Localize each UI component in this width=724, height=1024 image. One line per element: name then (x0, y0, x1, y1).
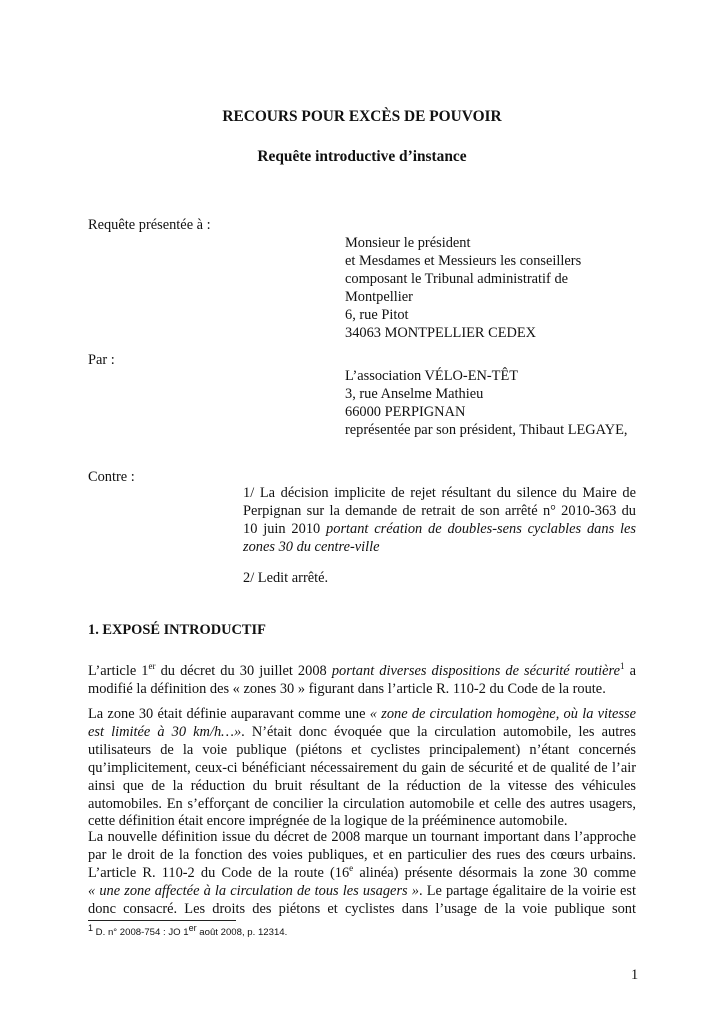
paragraph-3 (88, 829, 636, 919)
recipient-line: 6, rue Pitot (345, 307, 409, 323)
recipient-line: 34063 MONTPELLIER CEDEX (345, 325, 537, 341)
paragraph-line: utilisateurs de la voie publique (piétons et cyclistes principalement) n’étant concernés (88, 741, 636, 758)
paragraph-line: L’article R. 110-2 du Code de la route (16e alinéa) présente désormais la zone 30 comme (88, 863, 636, 881)
paragraph-line: donc consacré. Les droits des piétons et cyclistes dans l’usage de la voie publique sont (88, 900, 636, 917)
sender-line: représentée par son président, Thibaut LEGAYE, (345, 422, 628, 438)
paragraph-line: automobiles. En s’efforçant de concilier la circulation automobile et celle des autres usagers, (88, 795, 636, 812)
paragraph-line: La zone 30 était définie auparavant comme une « zone de circulation homogène, où la vitesse (88, 706, 637, 722)
footnote-separator (88, 920, 236, 921)
against-line: Perpignan sur la demande de retrait de son arrêté n° 2010-363 du (243, 502, 636, 519)
sender-line: L’association VÉLO-EN-TÊT (345, 368, 519, 384)
recipient-address (345, 234, 581, 342)
footnote-ref: 1 (620, 661, 625, 672)
paragraph-line: L’article 1er du décret du 30 juillet 2008 portant diverses dispositions de sécurité routière$^1$ a (88, 661, 636, 679)
recipient-line: et Mesdames et Messieurs les conseillers (345, 253, 582, 269)
against-line: 1/ La décision implicite de rejet résultant du silence du Maire de (243, 485, 636, 501)
paragraph-2 (88, 706, 636, 831)
by-label: Par : (88, 352, 115, 368)
against-item-2: 2/ Ledit arrêté. (243, 570, 329, 586)
paragraph-line: par le droit de la fonction des voies publiques, et en particulier des rues des cœurs urbains. (88, 846, 636, 863)
page-number: 1 (631, 967, 639, 983)
paragraph-line: La nouvelle définition issue du décret de 2008 marque un tournant important dans l’approche (88, 829, 636, 845)
sender-line: 66000 PERPIGNAN (345, 404, 466, 420)
paragraph-line: est limitée à 30 km/h…». N’était donc évoquée que la circulation automobile, les autres (88, 723, 636, 740)
against-line: 10 juin 2010 portant création de doubles-sens cyclables dans les (243, 520, 636, 537)
against-label: Contre : (88, 469, 135, 485)
recipient-line: Monsieur le président (345, 235, 471, 251)
sender-line: 3, rue Anselme Mathieu (345, 386, 484, 402)
sender-address (345, 367, 628, 439)
document-subtitle: Requête introductive d’instance (257, 148, 467, 165)
against-line: zones 30 du centre-ville (243, 538, 380, 555)
paragraph-line: cette définition était encore imprégnée de la logique de la prééminence automobile. (88, 813, 568, 830)
section-heading: 1. EXPOSÉ INTRODUCTIF (88, 622, 266, 638)
document-title: RECOURS POUR EXCÈS DE POUVOIR (222, 108, 502, 125)
footnote: $^1$ D. n° 2008-754 : JO 1er août 2008, p. 12314. (88, 922, 288, 938)
paragraph-line: qu’implicitement, ceux-ci bénéficiant nécessairement du gain de sécurité et de qualité de l’air (88, 759, 636, 776)
paragraph-line: « une zone affectée à la circulation de tous les usagers ». Le partage égalitaire de la voirie est (88, 882, 636, 899)
recipient-line: Montpellier (345, 289, 413, 305)
presented-label: Requête présentée à : (88, 217, 211, 233)
paragraph-line: ainsi que de la réduction du bruit résultant de la réduction de la vitesse des véhicules (88, 777, 636, 794)
paragraph-line: modifié la définition des « zones 30 » figurant dans l’article R. 110-2 du Code de la route. (88, 680, 606, 697)
paragraph-1 (88, 663, 636, 699)
against-item-1 (243, 485, 636, 557)
recipient-line: composant le Tribunal administratif de (345, 271, 569, 287)
